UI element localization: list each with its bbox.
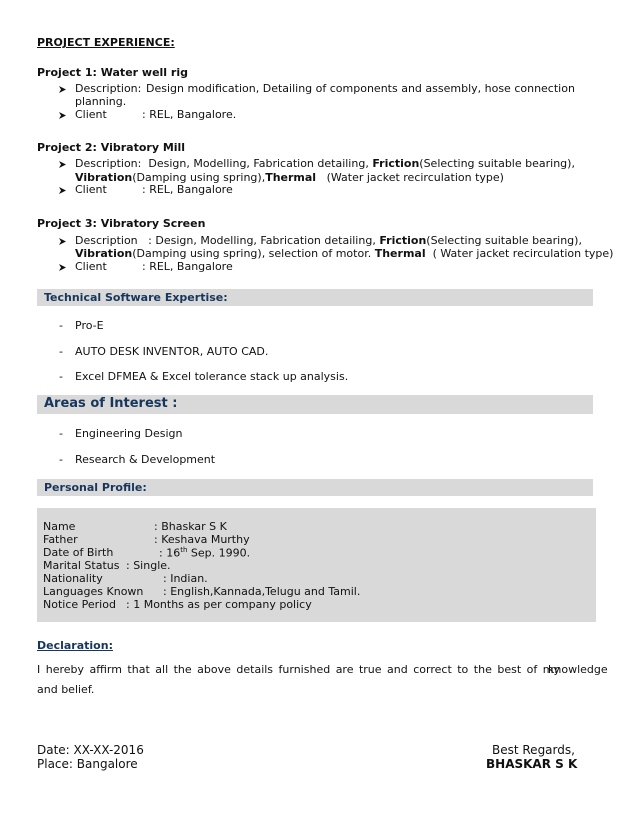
software-item: Pro-E (75, 319, 104, 332)
profile-label-notice: Notice Period (43, 598, 116, 611)
project-3-desc-c: (Selecting suitable bearing), (426, 234, 582, 247)
dash-bullet: - (59, 370, 63, 383)
project-2-title: Project 2: Vibratory Mill (37, 141, 186, 154)
project-2-desc2-d: (Water jacket recirculation type) (326, 171, 504, 184)
dash-bullet: - (59, 319, 63, 332)
project-2-desc-thermal: Thermal (265, 171, 317, 184)
project-3-desc-label: Description (75, 234, 138, 247)
profile-value-dob (159, 546, 250, 560)
project-3-desc-friction: Friction (379, 234, 427, 247)
interest-item: Research & Development (75, 453, 216, 466)
profile-label-nationality: Nationality (43, 572, 103, 585)
interest-item: Engineering Design (75, 427, 183, 440)
dob-month-year: Sep. 1990. (187, 546, 251, 560)
project-2-desc2-b: (Damping using spring), (132, 171, 266, 184)
profile-label-father: Father (43, 533, 78, 546)
project-2-desc-line1 (75, 157, 575, 170)
arrow-bullet-icon (59, 112, 66, 119)
project-3-desc-a: : Design, Modelling, Fabrication detailing, (148, 234, 376, 247)
dash-bullet: - (59, 345, 63, 358)
profile-value-notice: : 1 Months as per company policy (126, 598, 312, 611)
dob-suffix: th (180, 546, 188, 554)
footer-regards: Best Regards, (492, 743, 575, 757)
project-3-desc-thermal: Thermal (374, 247, 426, 260)
section-title: PROJECT EXPERIENCE: (37, 36, 175, 49)
profile-section-band (37, 479, 593, 496)
dash-bullet: - (59, 453, 63, 466)
declaration-line1: I hereby affirm that all the above details furnished are true and correct to the best of my (37, 663, 560, 676)
profile-value-name: : Bhaskar S K (154, 520, 227, 533)
dash-bullet: - (59, 427, 63, 440)
software-section-band (37, 289, 593, 306)
project-2-client-label: Client (75, 183, 107, 196)
footer-place: Place: Bangalore (37, 757, 138, 771)
project-1-client-value: : REL, Bangalore. (142, 108, 237, 121)
project-3-desc-line2 (75, 247, 613, 260)
declaration-line2: and belief. (37, 683, 95, 696)
project-2-desc-vibration: Vibration (75, 171, 133, 184)
project-2-desc-c: (Selecting suitable bearing), (419, 157, 575, 170)
interest-section-title: Areas of Interest : (44, 396, 178, 411)
profile-box (37, 508, 596, 622)
project-3-client-label: Client (75, 260, 107, 273)
arrow-bullet-icon (59, 86, 66, 93)
profile-section-title: Personal Profile: (44, 481, 147, 494)
project-3-client-value: : REL, Bangalore (142, 260, 233, 273)
profile-value-father: : Keshava Murthy (154, 533, 250, 546)
profile-label-marital: Marital Status (43, 559, 120, 572)
profile-label-dob: Date of Birth (43, 546, 114, 559)
project-1-desc-line1: Design modification, Detailing of components and assembly, hose connection (146, 82, 575, 95)
profile-value-nationality: : Indian. (163, 572, 208, 585)
project-2-desc-a: Design, Modelling, Fabrication detailing, (148, 157, 369, 170)
declaration-line1-end: knowledge (548, 663, 608, 676)
software-item: Excel DFMEA & Excel tolerance stack up analysis. (75, 370, 349, 383)
project-1-title: Project 1: Water well rig (37, 66, 188, 79)
arrow-bullet-icon (59, 238, 66, 245)
project-2-desc-line2 (75, 171, 504, 184)
interest-section-band (37, 395, 593, 414)
declaration-title: Declaration: (37, 639, 113, 652)
project-1-client-label: Client (75, 108, 107, 121)
project-2-desc-label: Description: (75, 157, 142, 170)
footer-date: Date: XX-XX-2016 (37, 743, 144, 757)
project-2-desc-friction: Friction (372, 157, 420, 170)
footer-name: BHASKAR S K (486, 757, 578, 771)
project-1-desc-label: Description: (75, 82, 142, 95)
project-3-desc2-d: ( Water jacket recirculation type) (432, 247, 614, 260)
project-3-desc-line1 (75, 234, 582, 247)
project-3-desc-vibration: Vibration (75, 247, 133, 260)
profile-value-marital: : Single. (126, 559, 171, 572)
project-3-title: Project 3: Vibratory Screen (37, 217, 206, 230)
project-1-desc-line2: planning. (75, 95, 127, 108)
project-2-client-value: : REL, Bangalore (142, 183, 233, 196)
arrow-bullet-icon (59, 187, 66, 194)
arrow-bullet-icon (59, 161, 66, 168)
profile-label-languages: Languages Known (43, 585, 144, 598)
profile-value-languages: : English,Kannada,Telugu and Tamil. (163, 585, 361, 598)
arrow-bullet-icon (59, 264, 66, 271)
software-section-title: Technical Software Expertise: (44, 291, 228, 304)
profile-label-name: Name (43, 520, 76, 533)
software-item: AUTO DESK INVENTOR, AUTO CAD. (75, 345, 269, 358)
project-3-desc2-b: (Damping using spring), selection of motor. (132, 247, 372, 260)
dob-day: : 16 (159, 546, 181, 560)
